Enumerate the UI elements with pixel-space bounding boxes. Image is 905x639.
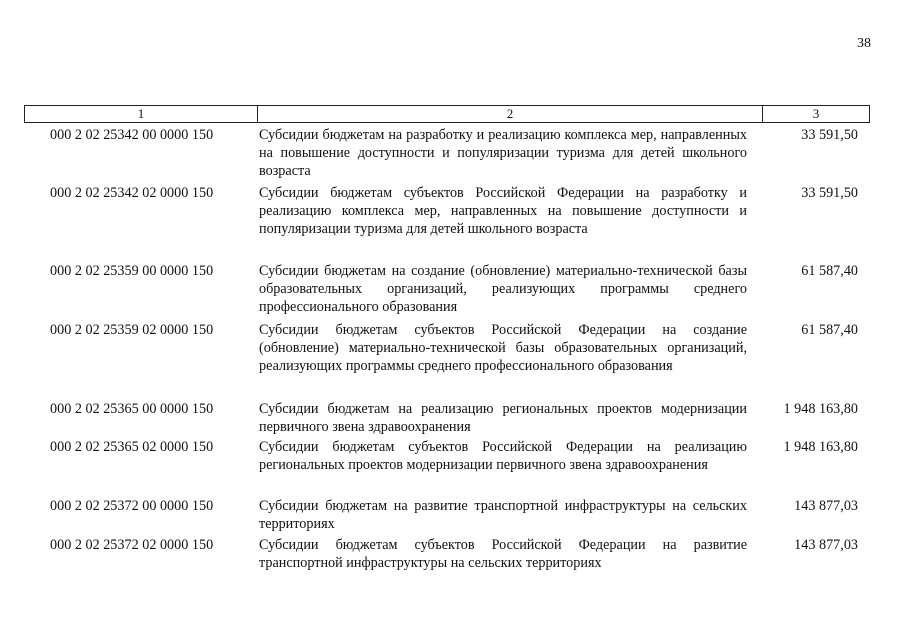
table-header: [24, 105, 870, 123]
row-amount: 143 877,03: [794, 498, 858, 514]
row-description: Субсидии бюджетам субъектов Российской Федерации на создание (обновление) материально-технической базы образовательных организаций, реализующих программы среднего профессионального образования: [259, 322, 747, 374]
budget-code: 000 2 02 25359 02 0000 150: [50, 322, 214, 338]
budget-code: 000 2 02 25342 02 0000 150: [50, 185, 214, 201]
row-description: Субсидии бюджетам на создание (обновление) материально-технической базы образовательных организаций, реализующих программы среднего профессионального образования: [259, 263, 747, 315]
budget-code: 000 2 02 25365 02 0000 150: [50, 439, 214, 455]
row-amount: 1 948 163,80: [783, 401, 858, 417]
row-description: Субсидии бюджетам субъектов Российской Федерации на реализацию региональных проектов модернизации первичного звена здравоохранения: [259, 439, 747, 473]
column-header-2: 2: [258, 106, 763, 122]
column-header-3: 3: [812, 106, 820, 121]
row-amount: 61 587,40: [801, 322, 858, 338]
row-description: Субсидии бюджетам на разработку и реализацию комплекса мер, направленных на повышение доступности и популяризации туризма для детей школьного возраста: [259, 127, 747, 179]
page-number: 38: [857, 36, 871, 51]
row-amount: 61 587,40: [801, 263, 858, 279]
column-header-1: 1: [25, 106, 258, 122]
budget-code: 000 2 02 25359 00 0000 150: [50, 263, 214, 279]
row-description: Субсидии бюджетам на развитие транспортной инфраструктуры на сельских территориях: [259, 498, 747, 532]
row-description: Субсидии бюджетам субъектов Российской Федерации на развитие транспортной инфраструктуры на сельских территориях: [259, 537, 747, 571]
budget-code: 000 2 02 25372 02 0000 150: [50, 537, 214, 553]
row-amount: 33 591,50: [801, 127, 858, 143]
budget-code: 000 2 02 25342 00 0000 150: [50, 127, 214, 143]
row-amount: 1 948 163,80: [783, 439, 858, 455]
row-amount: 143 877,03: [794, 537, 858, 553]
budget-code: 000 2 02 25365 00 0000 150: [50, 401, 214, 417]
budget-code: 000 2 02 25372 00 0000 150: [50, 498, 214, 514]
row-description: Субсидии бюджетам субъектов Российской Федерации на разработку и реализацию комплекса мер, направленных на повышение доступности и популяризации туризма для детей школьного возраста: [259, 185, 747, 237]
row-amount: 33 591,50: [801, 185, 858, 201]
row-description: Субсидии бюджетам на реализацию региональных проектов модернизации первичного звена здравоохранения: [259, 401, 747, 435]
